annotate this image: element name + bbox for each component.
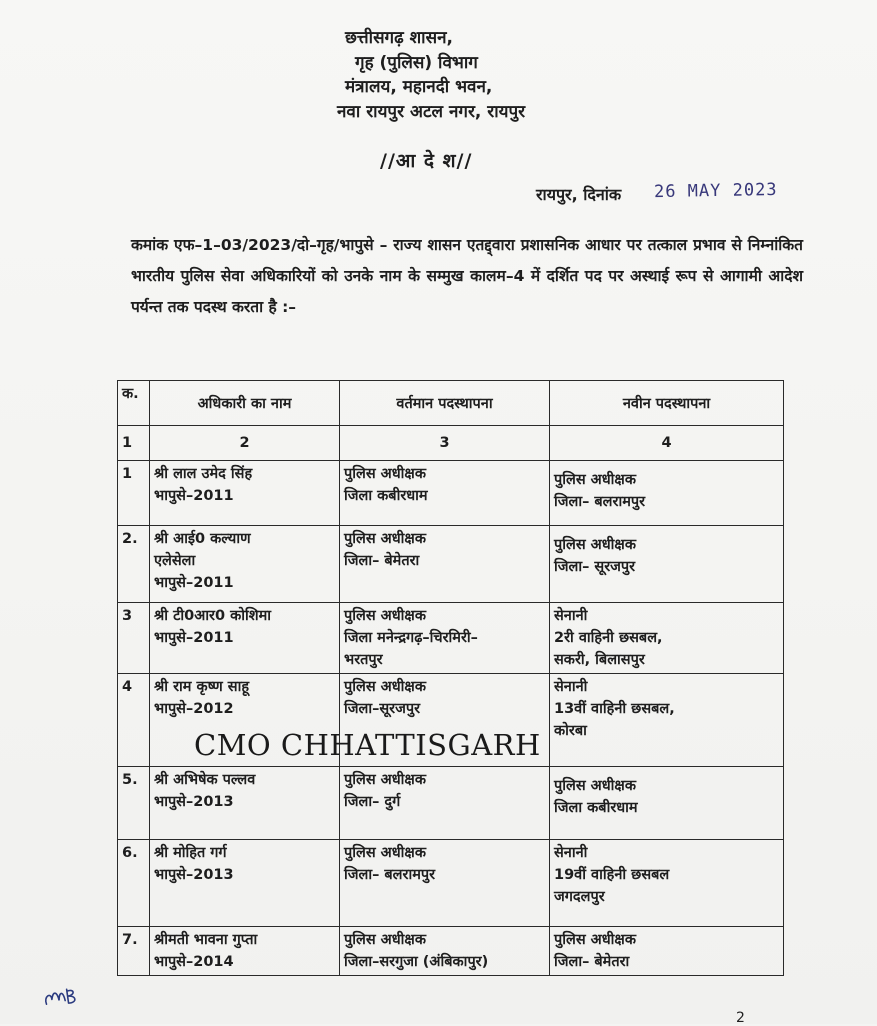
- officer-name: श्री टी0आर0 कोशिमा: [154, 608, 272, 624]
- current-post: पुलिस अधीक्षक: [344, 932, 426, 948]
- new-battalion: 13वीं वाहिनी छसबल,: [554, 701, 675, 717]
- new-battalion: 2री वाहिनी छसबल,: [554, 630, 663, 646]
- officer-batch: भापुसे–2011: [154, 630, 234, 646]
- new-post: पुलिस अधीक्षक: [554, 472, 636, 488]
- letterhead: [337, 26, 645, 124]
- current-district: जिला–सरगुजा (अंबिकापुर): [344, 954, 489, 970]
- watermark-text: CMO CHHATTISGARH: [194, 728, 541, 762]
- officer-name-cont: एलेसेला: [154, 553, 196, 569]
- current-posting-cell: [340, 526, 550, 603]
- new-district: जिला कबीरधाम: [554, 800, 638, 816]
- officer-name: श्री आई0 कल्याण: [154, 531, 251, 547]
- current-district: जिला मनेन्द्रगढ़–चिरमिरी–: [344, 630, 478, 646]
- current-posting-cell: [340, 927, 550, 976]
- new-post: पुलिस अधीक्षक: [554, 537, 636, 553]
- new-posting-cell: [550, 840, 784, 927]
- place-date-label: रायपुर, दिनांक: [536, 185, 622, 204]
- serial-cell: 1: [118, 461, 150, 526]
- officer-name: श्री लाल उमेद सिंह: [154, 466, 253, 482]
- current-post: पुलिस अधीक्षक: [344, 845, 426, 861]
- column-number: 3: [340, 426, 550, 461]
- current-district: जिला– बलरामपुर: [344, 867, 436, 883]
- officer-batch: भापुसे–2013: [154, 867, 234, 883]
- officer-name-cell: [150, 461, 340, 526]
- new-post: सेनानी: [554, 845, 588, 861]
- current-posting-cell: [340, 767, 550, 840]
- order-body-text: – राज्य शासन एतद्द्वारा प्रशासनिक आधार पर तत्काल प्रभाव से निम्नांकित भारतीय पुलिस सेवा अधिकारियों को उनके नाम के सम्मुख कालम–4 में दर्शित पद पर अस्थाई रूप से आगामी आदेश पर्यन्त तक पदस्थ करता है :–: [131, 236, 803, 316]
- new-battalion: 19वीं वाहिनी छसबल: [554, 867, 670, 883]
- new-posting-cell: [550, 927, 784, 976]
- new-posting-cell: [550, 603, 784, 674]
- officer-name-cell: [150, 767, 340, 840]
- column-number: 2: [150, 426, 340, 461]
- new-post: सेनानी: [554, 679, 588, 695]
- serial-cell: 2.: [118, 526, 150, 603]
- header-current-posting: वर्तमान पदस्थापना: [340, 381, 550, 426]
- current-post: पुलिस अधीक्षक: [344, 679, 426, 695]
- table-header-row: [118, 381, 784, 426]
- serial-cell: 4: [118, 674, 150, 767]
- table-row: [118, 927, 784, 976]
- current-post: पुलिस अधीक्षक: [344, 772, 426, 788]
- table-row: [118, 840, 784, 927]
- officer-batch: भापुसे–2012: [154, 701, 234, 717]
- new-posting-cell: [550, 674, 784, 767]
- officer-name: श्रीमती भावना गुप्ता: [154, 932, 258, 948]
- handwritten-initials: [40, 981, 84, 1017]
- new-posting-cell: [550, 461, 784, 526]
- page-number: 2: [736, 1010, 745, 1026]
- officer-batch: भापुसे–2014: [154, 954, 234, 970]
- new-district: जिला– बलरामपुर: [554, 494, 646, 510]
- order-reference-number: कमांक एफ–1–03/2023/दो–गृह/भापुसे: [131, 236, 374, 254]
- table-row: [118, 461, 784, 526]
- new-location: कोरबा: [554, 723, 587, 739]
- table-row: [118, 603, 784, 674]
- column-number: 4: [550, 426, 784, 461]
- new-district: जिला– बेमेतरा: [554, 954, 630, 970]
- table-row: [118, 767, 784, 840]
- order-paragraph: [131, 230, 803, 323]
- current-posting-cell: [340, 603, 550, 674]
- new-location: जगदलपुर: [554, 889, 605, 905]
- order-title: //आ दे श//: [380, 150, 473, 172]
- serial-cell: 6.: [118, 840, 150, 927]
- column-number: 1: [118, 426, 150, 461]
- officer-batch: भापुसे–2011: [154, 575, 234, 591]
- current-district: जिला– बेमेतरा: [344, 553, 420, 569]
- letterhead-line-ministry: मंत्रालय, महानदी भवन,: [345, 77, 493, 97]
- officer-name-cell: [150, 603, 340, 674]
- current-posting-cell: [340, 461, 550, 526]
- serial-cell: 7.: [118, 927, 150, 976]
- serial-cell: 3: [118, 603, 150, 674]
- current-district: जिला–सूरजपुर: [344, 701, 421, 717]
- new-posting-cell: [550, 767, 784, 840]
- header-serial: क.: [118, 381, 150, 426]
- new-post: पुलिस अधीक्षक: [554, 932, 636, 948]
- officer-name: श्री अभिषेक पल्लव: [154, 772, 256, 788]
- current-posting-cell: [340, 840, 550, 927]
- table-row: [118, 526, 784, 603]
- current-district: जिला कबीरधाम: [344, 488, 428, 504]
- officer-name: श्री राम कृष्ण साहू: [154, 679, 250, 695]
- header-officer-name: अधिकारी का नाम: [150, 381, 340, 426]
- new-post: सेनानी: [554, 608, 588, 624]
- column-number-row: [118, 426, 784, 461]
- officer-name-cell: [150, 526, 340, 603]
- new-location: सकरी, बिलासपुर: [554, 652, 645, 668]
- current-district-cont: भरतपुर: [344, 652, 383, 668]
- date-stamp: 26 MAY 2023: [653, 179, 778, 203]
- current-post: पुलिस अधीक्षक: [344, 466, 426, 482]
- letterhead-line-department: गृह (पुलिस) विभाग: [355, 52, 478, 73]
- officer-name-cell: [150, 927, 340, 976]
- officer-name: श्री मोहित गर्ग: [154, 845, 227, 861]
- new-district: जिला– सूरजपुर: [554, 559, 636, 575]
- officer-batch: भापुसे–2013: [154, 794, 234, 810]
- officer-batch: भापुसे–2011: [154, 488, 234, 504]
- header-new-posting: नवीन पदस्थापना: [550, 381, 784, 426]
- letterhead-line-address: नवा रायपुर अटल नगर, रायपुर: [337, 101, 526, 122]
- letterhead-line-government: छत्तीसगढ़ शासन,: [345, 28, 453, 48]
- current-post: पुलिस अधीक्षक: [344, 531, 426, 547]
- new-post: पुलिस अधीक्षक: [554, 778, 636, 794]
- current-district: जिला– दुर्ग: [344, 794, 401, 810]
- current-post: पुलिस अधीक्षक: [344, 608, 426, 624]
- serial-cell: 5.: [118, 767, 150, 840]
- officer-name-cell: [150, 840, 340, 927]
- new-posting-cell: [550, 526, 784, 603]
- initials-scribble-icon: [40, 981, 83, 1012]
- posting-table: [117, 380, 784, 976]
